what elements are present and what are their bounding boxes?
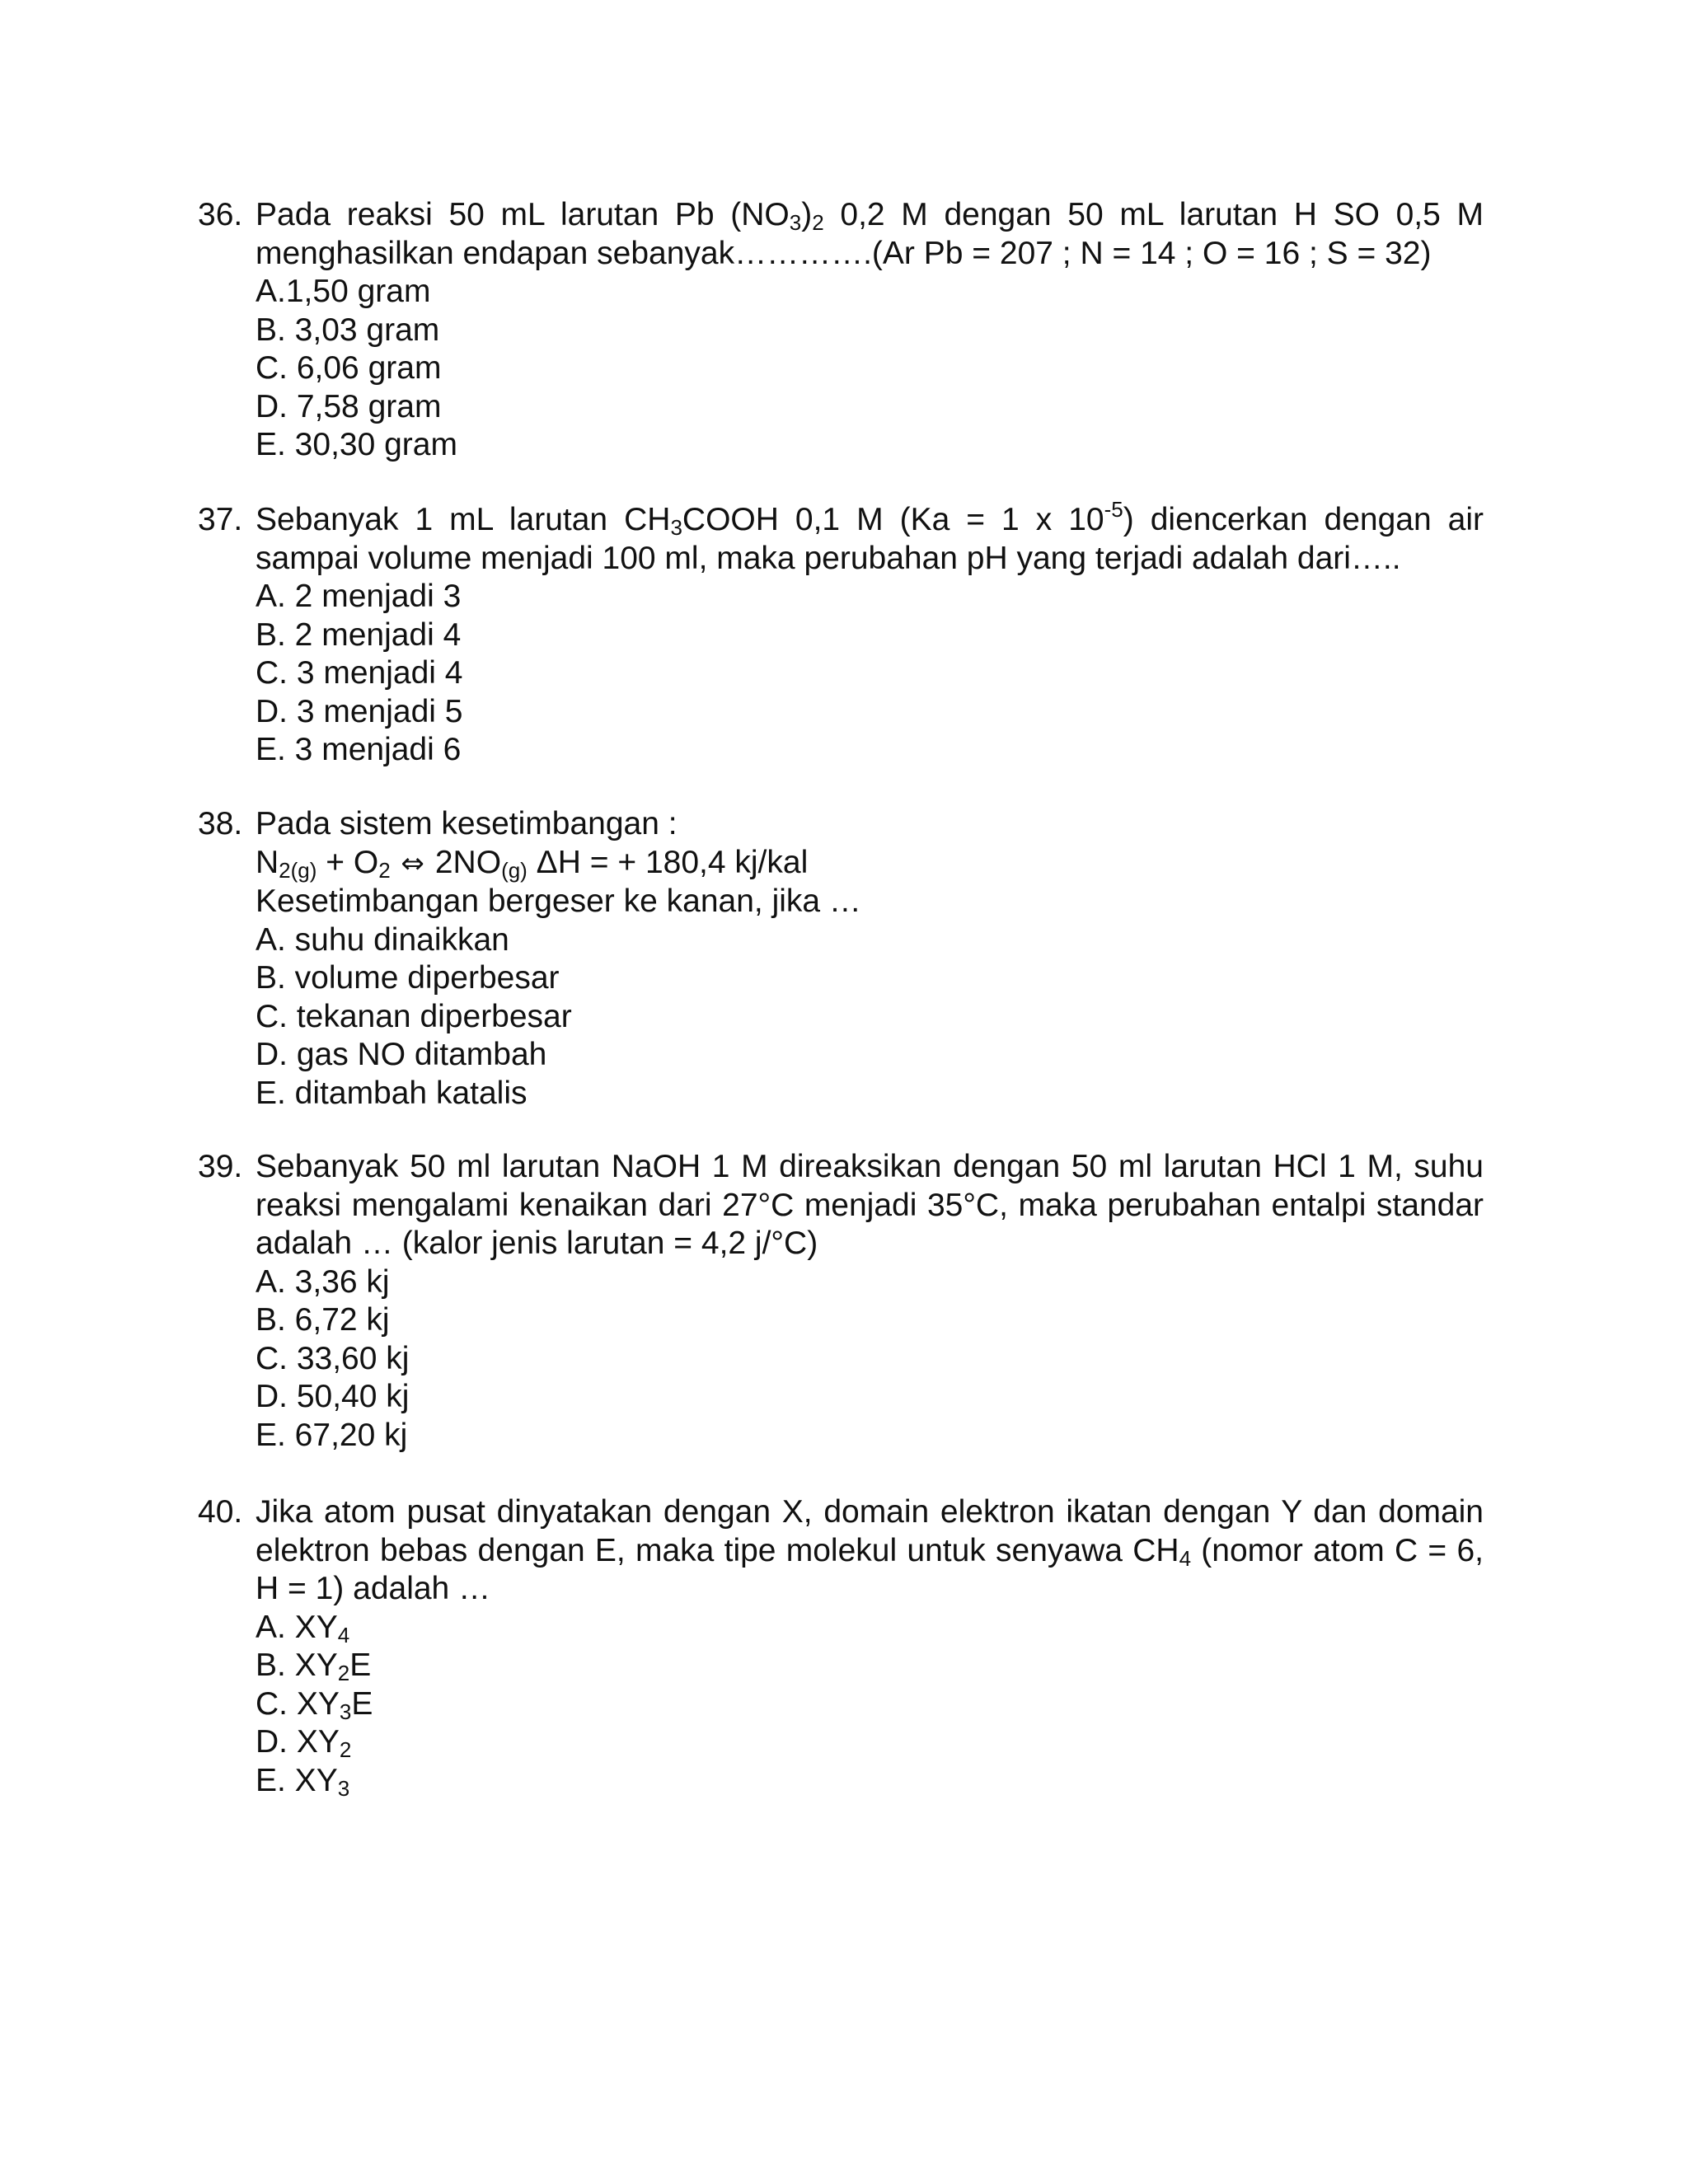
question-39	[198, 1148, 1484, 1455]
option-e: E. 67,20 kj	[256, 1417, 408, 1453]
option-c: C. 3 menjadi 4	[256, 655, 463, 691]
question-stem: Sebanyak 1 mL larutan $CH_3COOH$ 0,1 M (Ka = 1 x $10^{-5}$) diencerkan dengan air sampai volume menjadi 100 ml, maka perubahan pH yang terjadi adalah dari…..	[256, 497, 1484, 576]
equilibrium-arrow-icon: ⇔	[401, 846, 425, 880]
option-b: B. $XY_2E$	[256, 1647, 372, 1685]
option-b: B. 3,03 gram	[256, 312, 440, 348]
question-number: 40.	[198, 1494, 243, 1530]
question-36	[198, 196, 1484, 465]
option-d: D. 7,58 gram	[256, 388, 442, 424]
option-a: A.1,50 gram	[256, 274, 431, 309]
option-b: B. 2 menjadi 4	[256, 616, 462, 653]
option-c: C. tekanan diperbesar	[256, 998, 572, 1034]
question-prompt: Kesetimbangan bergeser ke kanan, jika …	[256, 883, 861, 919]
question-number: 39.	[198, 1149, 243, 1184]
option-b: B. volume diperbesar	[256, 960, 560, 996]
option-c: C. 33,60 kj	[256, 1340, 410, 1376]
question-stem: Sebanyak 50 ml larutan NaOH 1 M direaksikan dengan 50 ml larutan HCl 1 M, suhu reaksi mengalami kenaikan dari 27°C menjadi 35°C, maka perubahan entalpi standar adalah … (kalor jenis larutan = 4,2 j/°C)	[256, 1149, 1484, 1261]
option-c: C. $XY_3E$	[256, 1685, 373, 1724]
question-number: 36.	[198, 197, 243, 232]
option-a: A. suhu dinaikkan	[256, 921, 509, 958]
option-d: D. $XY_2$	[256, 1724, 352, 1762]
option-d: D. 3 menjadi 5	[256, 693, 463, 729]
option-b: B. 6,72 kj	[256, 1302, 390, 1338]
answer-options	[256, 578, 1484, 770]
question-number: 37.	[198, 502, 243, 537]
option-d: D. 50,40 kj	[256, 1379, 410, 1414]
option-a: A. $XY_4$	[256, 1609, 350, 1647]
question-stem: Pada sistem kesetimbangan :	[256, 806, 678, 841]
option-d: D. gas NO ditambah	[256, 1037, 547, 1072]
option-c: C. 6,06 gram	[256, 350, 442, 386]
option-e: E. 30,30 gram	[256, 427, 457, 462]
question-number: 38.	[198, 806, 243, 841]
option-e: E. $XY_3$	[256, 1762, 350, 1801]
question-stem: Jika atom pusat dinyatakan dengan X, domain elektron ikatan dengan Y dan domain elektron bebas dengan E, maka tipe molekul untuk senyawa $CH_4$ (nomor atom C = 6, H = 1) adalah …	[256, 1494, 1484, 1606]
question-38	[198, 805, 1484, 1113]
option-a: A. 2 menjadi 3	[256, 579, 462, 614]
equilibrium-equation: $N_{2(g)} + O_2$ ⇔ $2NO_{(g)}$ ΔH = + 180,4 kj/kal	[256, 844, 809, 883]
option-e: E. 3 menjadi 6	[256, 732, 462, 767]
question-37	[198, 497, 1484, 770]
question-stem: Pada reaksi 50 mL larutan Pb $(NO_3)_2$ 0,2 M dengan 50 mL larutan H SO 0,5 M menghasilkan endapan sebanyak………….(Ar Pb = 207 ; N = 14 ; O = 16 ; S = 32)	[256, 197, 1484, 271]
option-a: A. 3,36 kj	[256, 1263, 390, 1300]
question-40	[198, 1493, 1484, 1800]
answer-options	[256, 1263, 1484, 1455]
option-e: E. ditambah katalis	[256, 1075, 528, 1111]
answer-options	[256, 273, 1484, 465]
answer-options	[256, 1609, 1484, 1801]
answer-options	[256, 921, 1484, 1113]
